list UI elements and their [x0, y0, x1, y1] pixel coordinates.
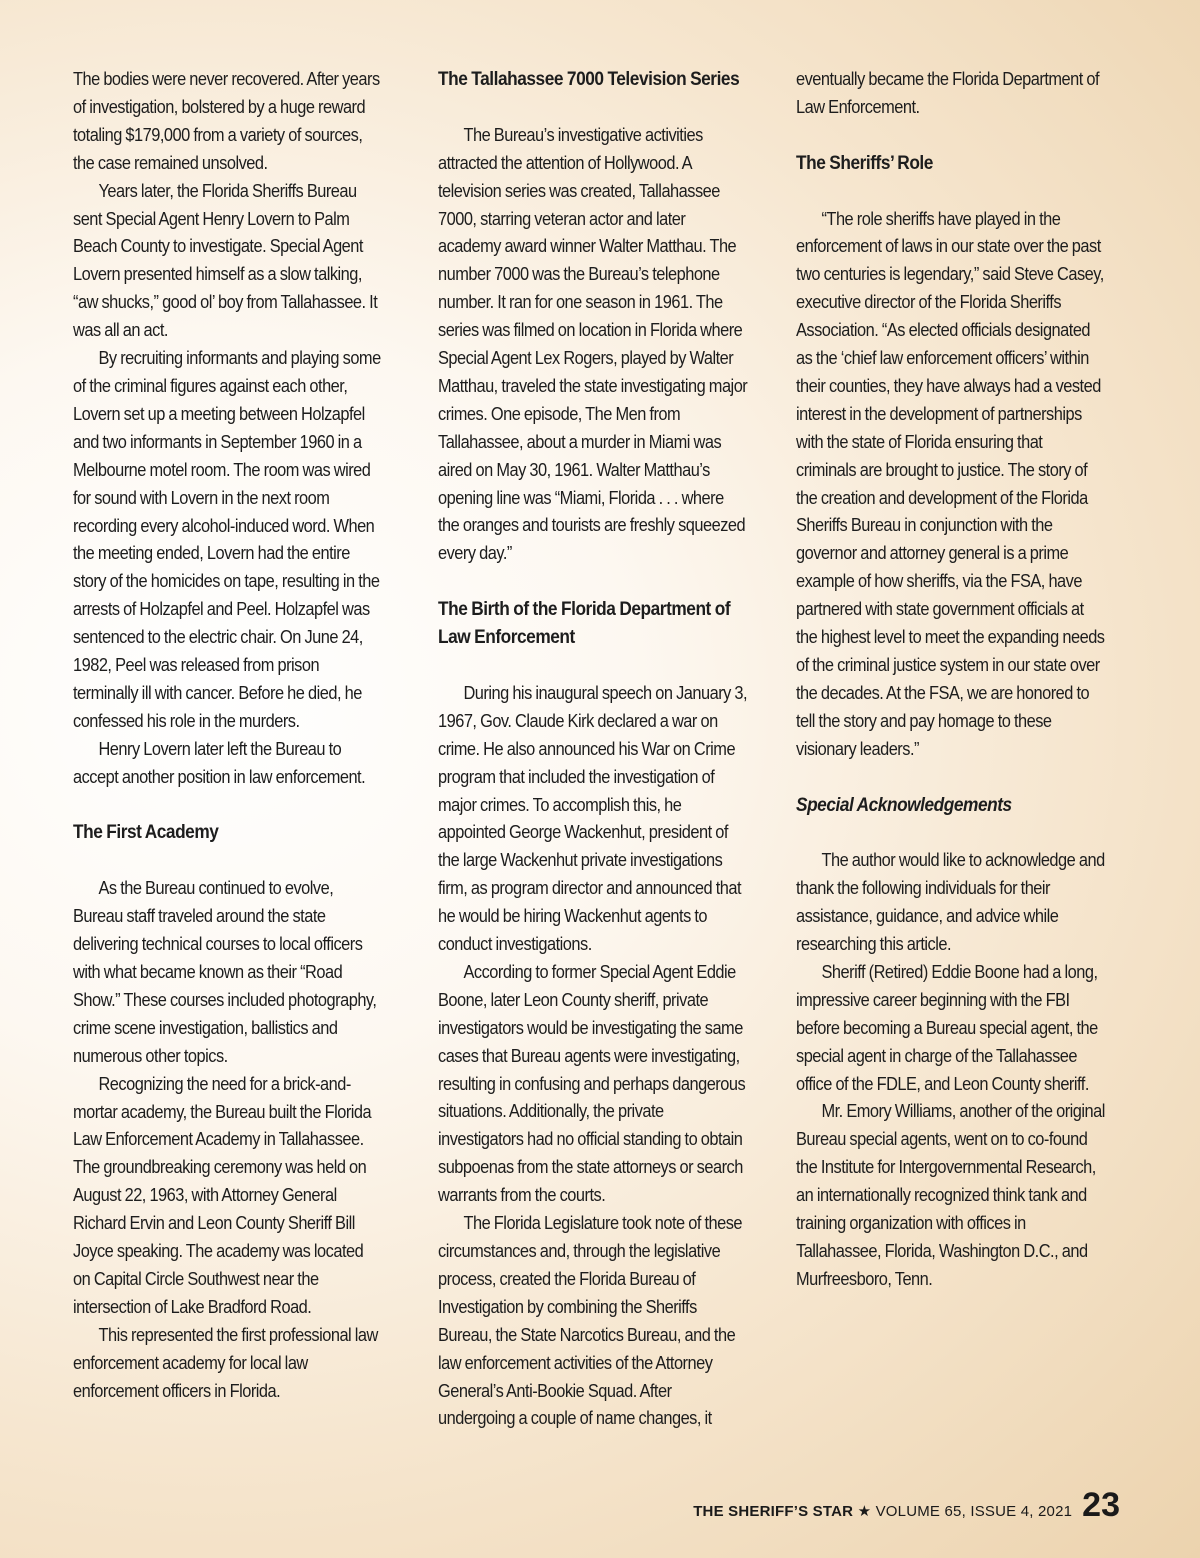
paragraph: Sheriff (Retired) Eddie Boone had a long, impressive career beginning with the FBI before becoming a Bureau special agent, the special agent in charge of the Tallahassee office of the FDLE, and Leon County sheriff.: [796, 961, 1098, 1094]
article-column-1: [73, 66, 382, 1405]
star-icon: ★: [857, 1503, 872, 1520]
footer-credit: [693, 1502, 1072, 1520]
page-number: 23: [1082, 1486, 1120, 1524]
issue-info: VOLUME 65, ISSUE 4, 2021: [875, 1503, 1073, 1520]
paragraph: This represented the first professional law enforcement academy for local law enforcement officers in Florida.: [73, 1324, 378, 1401]
paragraph: eventually became the Florida Department of Law Enforcement.: [796, 69, 1100, 117]
article-column-3: [796, 66, 1105, 1294]
page-footer: [693, 1488, 1120, 1522]
paragraph: According to former Special Agent Eddie Boone, later Leon County sheriff, private investigators would be investigating the same cases that Bureau agents were investigating, resulting in confusing and perhaps dangerous situations. Additionally, the private investigators had no official standing to obtain subpoenas from the state attorneys or search warrants from the courts.: [438, 961, 746, 1206]
section-heading-first-academy: The First Academy: [73, 822, 219, 844]
paragraph: By recruiting informants and playing some of the criminal figures against each other, Lovern set up a meeting between Holzapfel and two informants in September 1960 in a Melbourne motel room. The room was wired for sound with Lovern in the next room recording every alcohol-induced word. When the meeting ended, Lovern had the entire story of the homicides on tape, resulting in the arrests of Holzapfel and Peel. Holzapfel was sentenced to the electric chair. On June 24, 1982, Peel was released from prison terminally ill with cancer. Before he died, he confessed his role in the murders.: [73, 348, 381, 731]
paragraph: Years later, the Florida Sheriffs Bureau sent Special Agent Henry Lovern to Palm Beach County to investigate. Special Agent Lovern presented himself as a slow talking, “aw shucks,” good ol’ boy from Tallahassee. It was all an act.: [73, 180, 378, 341]
paragraph: The Florida Legislature took note of these circumstances and, through the legislative process, created the Florida Bureau of Investigation by combining the Sheriffs Bureau, the State Narcotics Bureau, and the law enforcement activities of the Attorney General’s Anti-Bookie Squad. After undergoing a couple of name changes, it: [438, 1213, 743, 1429]
magazine-name: THE SHERIFF’S STAR: [693, 1503, 854, 1520]
paragraph: The bodies were never recovered. After years of investigation, bolstered by a huge reward totaling $179,000 from a variety of sources, the case remained unsolved.: [73, 69, 380, 173]
paragraph: During his inaugural speech on January 3, 1967, Gov. Claude Kirk declared a war on crime. He also announced his War on Crime program that included the investigation of major crimes. To accomplish this, he appointed George Wackenhut, president of the large Wackenhut private investigations firm, as program director and announced that he would be hiring Wackenhut agents to conduct investigations.: [438, 682, 748, 955]
paragraph: “The role sheriffs have played in the enforcement of laws in our state over the past two centuries is legendary,” said Steve Casey, executive director of the Florida Sheriffs Association. “As elected officials designated as the ‘chief law enforcement officers’ within their counties, they have always had a vested interest in the development of partnerships with the state of Florida ensuring that criminals are brought to justice. The story of the creation and development of the Florida Sheriffs Bureau in conjunction with the governor and attorney general is a prime example of how sheriffs, via the FSA, have partnered with state government officials at the highest level to meet the expanding needs of the criminal justice system in our state over the decades. At the FSA, we are honored to tell the story and pay homage to these visionary leaders.”: [796, 208, 1105, 759]
paragraph: The Bureau’s investigative activities attracted the attention of Hollywood. A television series was created, Tallahassee 7000, starring veteran actor and later academy award winner Walter Matthau. The number 7000 was the Bureau’s telephone number. It ran for one season in 1961. The series was filmed on location in Florida where Special Agent Lex Rogers, played by Walter Matthau, traveled the state investigating major crimes. One episode, The Men from Tallahassee, about a murder in Miami was aired on May 30, 1961. Walter Matthau’s opening line was “Miami, Florida . . . where the oranges and tourists are freshly squeezed every day.”: [438, 124, 748, 564]
paragraph: The author would like to acknowledge and thank the following individuals for their assistance, guidance, and advice while researching this article.: [796, 850, 1105, 955]
paragraph: Mr. Emory Williams, another of the original Bureau special agents, went on to co-found the Institute for Intergovernmental Research, an internationally recognized think tank and training organization with offices in Tallahassee, Florida, Washington D.C., and Murfreesboro, Tenn.: [796, 1101, 1105, 1289]
section-heading-birth-of-fdle: The Birth of the Florida Department of Law Enforcement: [438, 599, 731, 649]
paragraph: Henry Lovern later left the Bureau to accept another position in law enforcement.: [73, 738, 366, 787]
article-column-2: [438, 66, 747, 1433]
paragraph: As the Bureau continued to evolve, Bureau staff traveled around the state delivering technical courses to local officers with what became known as their “Road Show.” These courses included photography, crime scene investigation, ballistics and numerous other topics.: [73, 878, 377, 1066]
section-heading-acknowledgements: Special Acknowledgements: [796, 794, 1012, 816]
paragraph: Recognizing the need for a brick-and-mortar academy, the Bureau built the Florida Law Enforcement Academy in Tallahassee. The groundbreaking ceremony was held on August 22, 1963, with Attorney General Richard Ervin and Leon County Sheriff Bill Joyce speaking. The academy was located on Capital Circle Southwest near the intersection of Lake Bradford Road.: [73, 1073, 372, 1317]
section-heading-tallahassee-7000: The Tallahassee 7000 Television Series: [438, 69, 740, 90]
section-heading-sheriffs-role: The Sheriffs’ Role: [796, 152, 933, 174]
